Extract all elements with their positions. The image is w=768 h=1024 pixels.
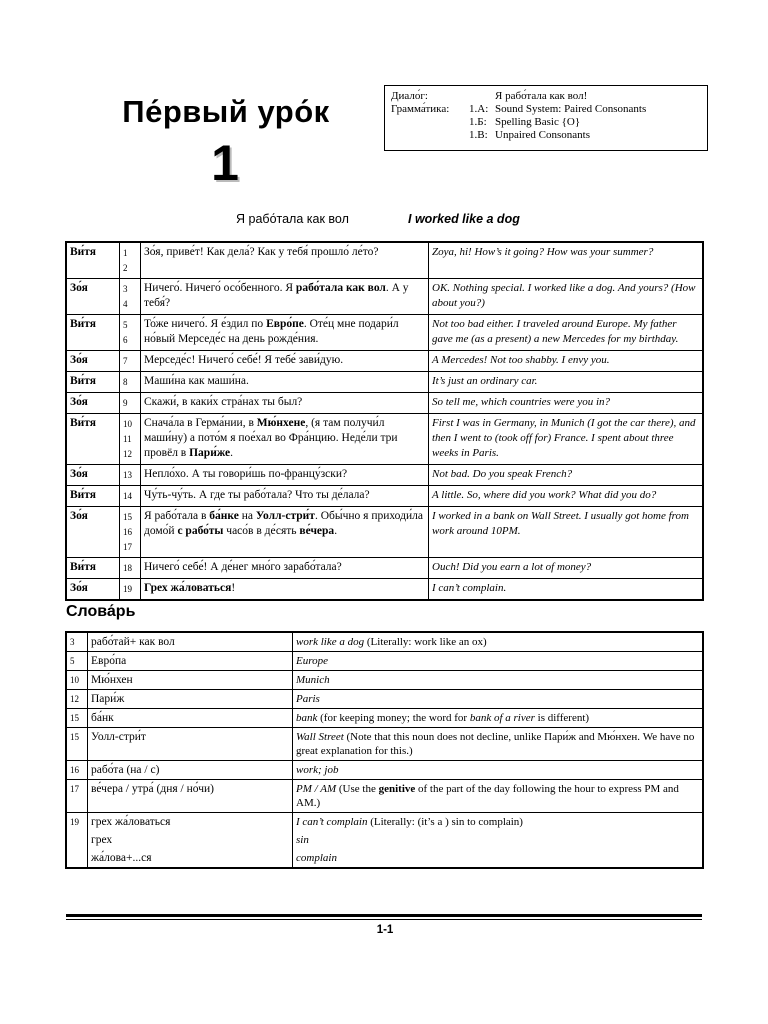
vocab-line-ref: 17 (66, 780, 88, 813)
dialog-row (66, 242, 703, 279)
info-table (391, 90, 701, 142)
text-run: (for keeping money; the word for (317, 712, 470, 724)
vocab-word (88, 813, 293, 869)
text-run: рабо́тала как вол (295, 282, 386, 294)
info-section-num: 1.В: (469, 129, 488, 141)
info-text: Spelling Basic {О} (495, 116, 581, 128)
info-text: Я рабо́тала как вол! (495, 90, 588, 102)
text-run: ! (231, 582, 236, 594)
vocab-line-ref: 19 (66, 813, 88, 869)
vocab-definition-line (296, 782, 699, 810)
speaker-name: Зо́я (66, 351, 120, 372)
text-run: . (230, 447, 233, 459)
dialog-row (66, 279, 703, 315)
vocab-word-item: ба́нк (91, 712, 114, 724)
vocab-word-item: рабо́та (на / с) (91, 764, 160, 776)
text-run: Снача́ла в Герма́нии, в (144, 417, 257, 429)
russian-line: Скажи́, в каки́х стра́нах ты был? (141, 393, 429, 414)
english-translation: Zoya, hi! How’s it going? How was your summer? (429, 242, 704, 279)
text-run: То́же ничего́. Я е́здил по (144, 318, 267, 330)
vocab-definition-line (296, 847, 699, 865)
line-numbers (120, 351, 141, 372)
russian-line (141, 315, 429, 351)
text-run: genitive (378, 783, 416, 795)
text-run: I can’t complain (296, 816, 368, 828)
info-label: Диало́г: (391, 90, 428, 102)
line-number: 8 (123, 377, 128, 387)
english-translation: I can’t complain. (429, 579, 704, 601)
text-run: of the part of the day following the hour to express PM and AM.) (296, 783, 679, 809)
vocab-row (66, 652, 703, 671)
vocab-word (88, 690, 293, 709)
line-number: 1 (123, 248, 128, 258)
text-run: work; job (296, 764, 339, 776)
info-row (391, 129, 701, 142)
line-numbers (120, 279, 141, 315)
footer-rule-thick (66, 914, 702, 917)
dialog-row (66, 465, 703, 486)
speaker-name: Зо́я (66, 507, 120, 558)
vocab-definition (293, 671, 704, 690)
info-section-num: 1.Б: (469, 116, 487, 128)
line-number: 3 (123, 284, 128, 294)
info-section-num (469, 90, 495, 103)
vocab-line-ref: 12 (66, 690, 88, 709)
vocab-row (66, 671, 703, 690)
speaker-name: Ви́тя (66, 486, 120, 507)
text-run: (Literally: work like an ox) (364, 636, 487, 648)
speaker-name: Зо́я (66, 393, 120, 414)
vocab-row (66, 632, 703, 652)
russian-line (141, 507, 429, 558)
speaker-name: Ви́тя (66, 315, 120, 351)
vocab-word-item: Уолл-стри́т (91, 731, 146, 743)
info-row (391, 90, 701, 103)
vocab-word-item: жа́лова+...ся (91, 852, 152, 864)
english-translation: First I was in Germany, in Munich (I got the car there), and then I went to (took off for) France. I spent about three weeks in Paris. (429, 414, 704, 465)
vocab-row (66, 709, 703, 728)
line-number: 6 (123, 335, 128, 345)
vocab-word (88, 728, 293, 761)
vocab-line-ref: 10 (66, 671, 88, 690)
text-run: . (334, 525, 338, 537)
dialog-row (66, 372, 703, 393)
russian-line (141, 414, 429, 465)
info-label (391, 129, 469, 142)
vocabulary-heading: Слова́рь (66, 603, 136, 620)
text-run: bank of a river (469, 712, 535, 724)
lesson-number: 1 (211, 135, 239, 191)
english-translation: Not bad. Do you speak French? (429, 465, 704, 486)
text-run: Europe (296, 655, 328, 667)
vocab-word-item: ве́чера / утра́ (дня / но́чи) (91, 783, 214, 795)
russian-line: Зо́я, приве́т! Как дела́? Как у тебя́ прошло́ ле́то? (141, 242, 429, 279)
text-run: work like a dog (296, 636, 365, 648)
line-numbers (120, 242, 141, 279)
vocab-word (88, 780, 293, 813)
info-label (391, 116, 469, 129)
vocab-word (88, 632, 293, 652)
line-number: 13 (123, 470, 132, 480)
vocab-word-item: Пари́ж (91, 693, 125, 705)
dialog-row (66, 414, 703, 465)
vocab-line-ref: 3 (66, 632, 88, 652)
vocab-word-item: грех (91, 834, 113, 846)
line-numbers (120, 393, 141, 414)
vocab-row (66, 728, 703, 761)
vocab-word-item: Мю́нхен (91, 674, 133, 686)
russian-line: Непло́хо. А ты говори́шь по-францу́зски? (141, 465, 429, 486)
info-text: Sound System: Paired Consonants (495, 103, 647, 115)
vocab-word-item: грех жа́ловаться (91, 816, 171, 828)
text-run: ве́чера (299, 525, 335, 537)
line-number: 4 (123, 299, 128, 309)
dialog-title-ru: Я рабо́тала как вол (236, 212, 349, 226)
vocab-definition (293, 709, 704, 728)
vocab-definition-line (296, 763, 699, 777)
dialog-row (66, 579, 703, 601)
text-run: Я рабо́тала в (144, 510, 210, 522)
text-run: Paris (296, 693, 320, 705)
line-number: 5 (123, 320, 128, 330)
english-translation: OK. Nothing special. I worked like a dog. And yours? (How about you?) (429, 279, 704, 315)
vocab-row (66, 780, 703, 813)
line-number: 18 (123, 563, 132, 573)
vocab-definition-line (296, 711, 699, 725)
line-numbers (120, 465, 141, 486)
speaker-name: Зо́я (66, 465, 120, 486)
line-number: 16 (123, 527, 132, 537)
dialog-row (66, 393, 703, 414)
line-number: 11 (123, 434, 132, 444)
text-run: ба́нке (209, 510, 239, 522)
page-number: 1-1 (376, 924, 394, 936)
text-run: Мю́нхене (256, 417, 306, 429)
vocab-definition (293, 780, 704, 813)
line-numbers (120, 579, 141, 601)
lesson-info-box (384, 85, 708, 151)
text-run: is different) (534, 712, 590, 724)
line-number: 12 (123, 449, 132, 459)
text-run: на (238, 510, 256, 522)
line-numbers (120, 372, 141, 393)
text-run: sin (296, 834, 309, 846)
footer-rule-thin (66, 919, 702, 920)
text-run: . А у тебя́? (144, 282, 409, 309)
vocab-word (88, 671, 293, 690)
dialog-title-en: I worked like a dog (408, 212, 520, 226)
english-translation: It’s just an ordinary car. (429, 372, 704, 393)
line-number: 10 (123, 419, 132, 429)
vocab-definition-line (296, 692, 699, 706)
english-translation: A little. So, where did you work? What did you do? (429, 486, 704, 507)
vocab-word-item: Евро́па (91, 655, 127, 667)
vocab-line-ref: 5 (66, 652, 88, 671)
lesson-title: Пе́рвый уро́к (122, 94, 330, 129)
vocab-definition-line (296, 829, 699, 847)
text-run: Пари́же (189, 447, 231, 459)
vocab-line-ref: 15 (66, 709, 88, 728)
text-run: complain (296, 852, 337, 864)
dialog-row (66, 351, 703, 372)
info-row (391, 103, 701, 116)
english-translation: So tell me, which countries were you in? (429, 393, 704, 414)
line-number: 14 (123, 491, 132, 501)
vocabulary-table (65, 631, 704, 869)
dialog-row (66, 507, 703, 558)
english-translation: A Mercedes! Not too shabby. I envy you. (429, 351, 704, 372)
text-run: часо́в в де́сять (223, 525, 300, 537)
speaker-name: Зо́я (66, 579, 120, 601)
vocab-definition-line (296, 815, 699, 829)
english-translation: Not too bad either. I traveled around Europe. My father gave me (as a present) a new Mercedes for my birthday. (429, 315, 704, 351)
line-number: 19 (123, 584, 132, 594)
english-translation: I worked in a bank on Wall Street. I usually got home from work around 10PM. (429, 507, 704, 558)
vocab-row (66, 813, 703, 869)
vocab-definition (293, 728, 704, 761)
vocab-definition (293, 690, 704, 709)
text-run: (Literally: (it’s a ) sin to complain) (367, 816, 523, 828)
text-run: Munich (296, 674, 330, 686)
speaker-name: Ви́тя (66, 414, 120, 465)
vocab-definition (293, 652, 704, 671)
vocab-definition-line (296, 635, 699, 649)
line-numbers (120, 486, 141, 507)
russian-line (141, 579, 429, 601)
vocab-definition (293, 813, 704, 869)
russian-line: Чу́ть-чу́ть. А где ты рабо́тала? Что ты де́лала? (141, 486, 429, 507)
vocab-definition (293, 632, 704, 652)
english-translation: Ouch! Did you earn a lot of money? (429, 558, 704, 579)
text-run: Wall Street (296, 731, 344, 743)
line-number: 2 (123, 263, 128, 273)
info-row (391, 116, 701, 129)
vocab-definition-line (296, 673, 699, 687)
text-run: Грех жа́ловаться (144, 582, 232, 594)
russian-line (141, 279, 429, 315)
russian-line: Маши́на как маши́на. (141, 372, 429, 393)
text-run: (Use the (336, 783, 379, 795)
speaker-name: Зо́я (66, 279, 120, 315)
text-run: bank (296, 712, 318, 724)
line-numbers (120, 414, 141, 465)
dialog-row (66, 558, 703, 579)
speaker-name: Ви́тя (66, 242, 120, 279)
text-run: Ничего́. Ничего́ осо́бенного. Я (144, 282, 296, 294)
russian-line: Ничего́ себе́! А де́нег мно́го зарабо́тала? (141, 558, 429, 579)
text-run: . Обы́чно я приходи́ла домо́й (144, 510, 423, 537)
dialog-row (66, 486, 703, 507)
info-label: Грамма́тика: (391, 103, 450, 115)
line-number: 17 (123, 542, 132, 552)
speaker-name: Ви́тя (66, 372, 120, 393)
vocab-word (88, 652, 293, 671)
text-run: Евро́пе (266, 318, 304, 330)
text-run: , (я там получи́л маши́ну) а пото́м я пое́хал во Фра́нцию. Неде́ли три провёл в (144, 417, 398, 459)
line-number: 15 (123, 512, 132, 522)
russian-line: Мерседе́с! Ничего́ себе́! Я тебе́ зави́дую. (141, 351, 429, 372)
line-numbers (120, 315, 141, 351)
text-run: с рабо́ты (177, 525, 224, 537)
vocab-definition-line (296, 730, 699, 758)
dialog-row (66, 315, 703, 351)
vocab-word (88, 761, 293, 780)
vocab-word (88, 709, 293, 728)
vocab-word-item: рабо́тай+ как вол (91, 636, 175, 648)
info-text: Unpaired Consonants (495, 129, 591, 141)
vocab-row (66, 690, 703, 709)
dialog-table (65, 241, 704, 601)
info-section-num: 1.А: (469, 103, 489, 115)
line-number: 9 (123, 398, 128, 408)
vocab-line-ref: 16 (66, 761, 88, 780)
speaker-name: Ви́тя (66, 558, 120, 579)
line-numbers (120, 558, 141, 579)
vocab-definition (293, 761, 704, 780)
vocab-line-ref: 15 (66, 728, 88, 761)
line-number: 7 (123, 356, 128, 366)
text-run: (Note that this noun does not decline, unlike Пари́ж and Мю́нхен. We have no great explanation for this.) (296, 731, 695, 757)
text-run: . Оте́ц мне подари́л но́вый Мерседе́с на день рожде́ния. (144, 318, 399, 345)
text-run: PM / AM (296, 783, 337, 795)
vocab-row (66, 761, 703, 780)
vocab-definition-line (296, 654, 699, 668)
line-numbers (120, 507, 141, 558)
text-run: Уолл-стри́т (255, 510, 315, 522)
